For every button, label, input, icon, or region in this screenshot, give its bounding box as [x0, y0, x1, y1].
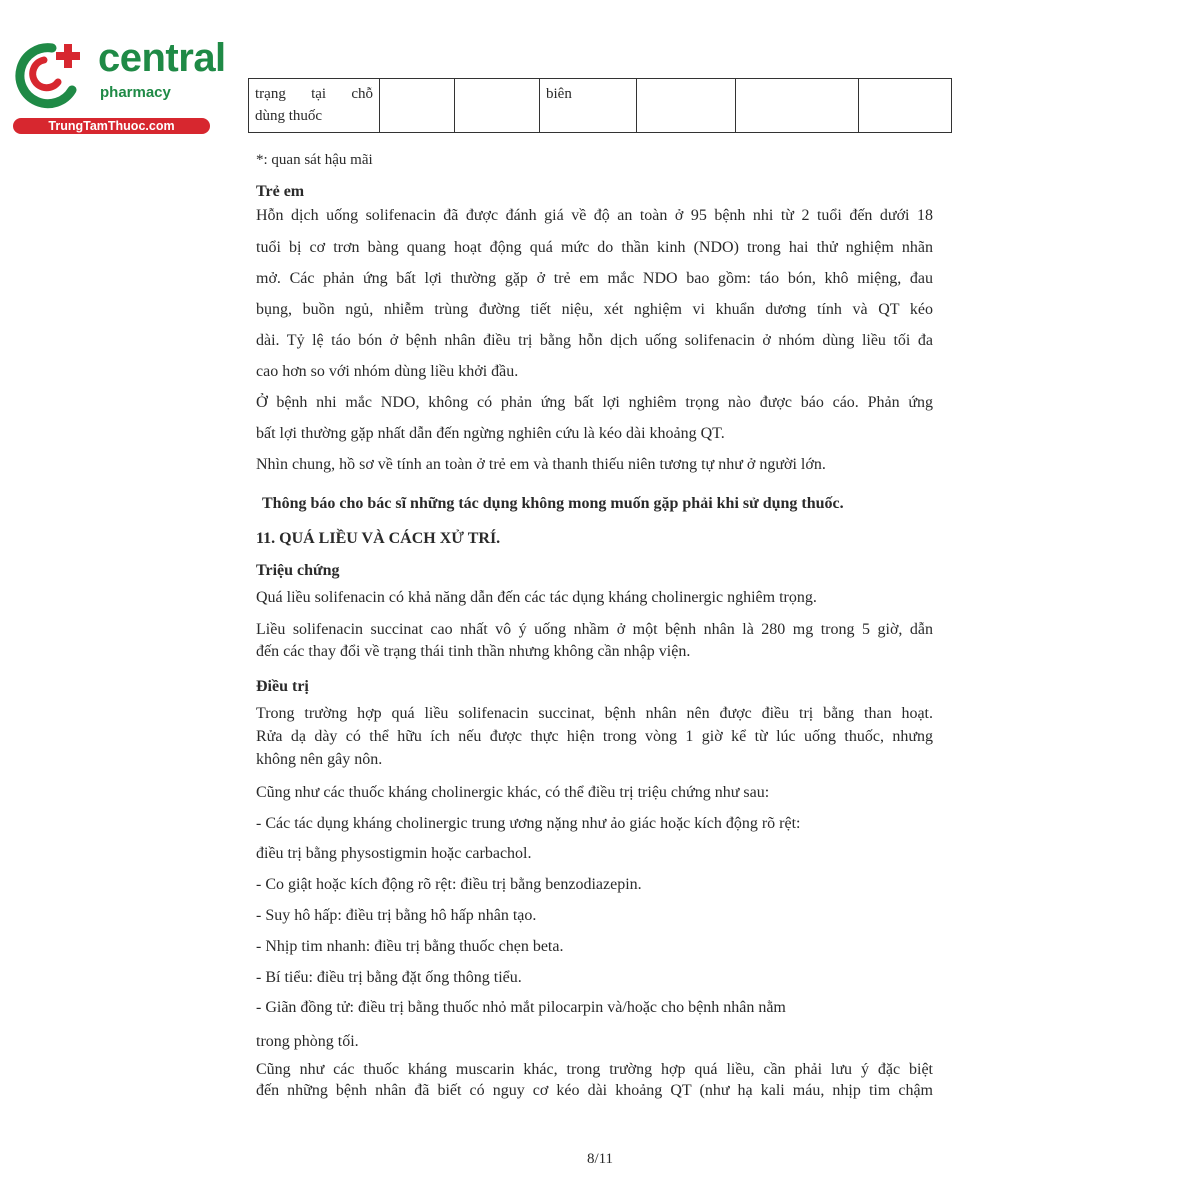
paragraph-line: tuổi bị cơ trơn bàng quang hoạt động quá mức do thần kinh (NDO) trong hai thử nghiệm nhãn: [256, 239, 933, 256]
paragraph-line: Liều solifenacin succinat cao nhất vô ý uống nhầm ở một bệnh nhân là 280 mg trong 5 giờ, dẫn: [256, 621, 933, 638]
logo-subtitle: pharmacy: [100, 84, 171, 101]
logo-banner: TrungTamThuoc.com: [13, 118, 210, 134]
list-item: trong phòng tối.: [256, 1033, 359, 1050]
children-heading: Trẻ em: [256, 183, 305, 200]
list-item: - Co giật hoặc kích động rõ rệt: điều trị bằng benzodiazepin.: [256, 876, 642, 893]
brand-logo: [10, 36, 226, 138]
table-cell: [859, 79, 952, 133]
symptoms-heading: Triệu chứng: [256, 562, 340, 579]
paragraph-line: bụng, buồn ngủ, nhiễm trùng đường tiết niệu, xét nghiệm vi khuẩn dương tính và QT kéo: [256, 301, 933, 318]
list-item: - Bí tiểu: điều trị bằng đặt ống thông tiểu.: [256, 969, 522, 986]
list-item: - Giãn đồng tử: điều trị bằng thuốc nhỏ mắt pilocarpin và/hoặc cho bệnh nhân nằm: [256, 999, 786, 1016]
table-cell: [637, 79, 736, 133]
paragraph-line: Quá liều solifenacin có khả năng dẫn đến các tác dụng kháng cholinergic nghiêm trọng.: [256, 589, 817, 606]
notice-text: Thông báo cho bác sĩ những tác dụng không mong muốn gặp phải khi sử dụng thuốc.: [262, 495, 844, 512]
table-cell-text: trạng tại chỗ: [255, 86, 373, 102]
paragraph-line: Cũng như các thuốc kháng muscarin khác, trong trường hợp quá liều, cần phải lưu ý đặc biệt: [256, 1061, 933, 1078]
list-item: - Nhịp tim nhanh: điều trị bằng thuốc chẹn beta.: [256, 938, 564, 955]
list-item: - Các tác dụng kháng cholinergic trung ương nặng như ảo giác hoặc kích động rõ rệt:: [256, 815, 801, 832]
paragraph-line: mở. Các phản ứng bất lợi thường gặp ở trẻ em mắc NDO bao gồm: táo bón, khô miệng, đau: [256, 270, 933, 287]
table-cell: [380, 79, 455, 133]
page-number: 8/11: [586, 1151, 614, 1167]
list-item: điều trị bằng physostigmin hoặc carbachol.: [256, 845, 532, 862]
table-cell: [455, 79, 540, 133]
paragraph-line: Cũng như các thuốc kháng cholinergic khác, có thể điều trị triệu chứng như sau:: [256, 784, 770, 801]
paragraph-line: đến những bệnh nhân đã biết có nguy cơ kéo dài khoảng QT (như hạ kali máu, nhịp tim chậm: [256, 1082, 933, 1099]
treatment-heading: Điều trị: [256, 678, 309, 695]
table-row: [249, 79, 952, 133]
section-title: 11. QUÁ LIỀU VÀ CÁCH XỬ TRÍ.: [256, 530, 501, 547]
list-item: - Suy hô hấp: điều trị bằng hô hấp nhân tạo.: [256, 907, 537, 924]
paragraph-line: cao hơn so với nhóm dùng liều khởi đầu.: [256, 363, 519, 380]
table-cell: [249, 79, 380, 133]
footnote: *: quan sát hậu mãi: [256, 152, 373, 168]
paragraph-line: Nhìn chung, hồ sơ về tính an toàn ở trẻ em và thanh thiếu niên tương tự như ở người lớn.: [256, 456, 826, 473]
paragraph-line: Ở bệnh nhi mắc NDO, không có phản ứng bất lợi nghiêm trọng nào được báo cáo. Phản ứng: [256, 394, 933, 411]
table-cell: [540, 79, 637, 133]
pharmacy-cross-icon: [10, 38, 90, 110]
adverse-reactions-table: [248, 78, 952, 133]
table-cell-text: dùng thuốc: [255, 108, 323, 124]
paragraph-line: Hỗn dịch uống solifenacin đã được đánh giá về độ an toàn ở 95 bệnh nhi từ 2 tuổi đến dưới 18: [256, 207, 933, 224]
paragraph-line: không nên gây nôn.: [256, 751, 383, 768]
paragraph-line: đến các thay đổi về trạng thái tinh thần nhưng không cần nhập viện.: [256, 643, 691, 660]
table-cell-text: biên: [546, 86, 572, 102]
paragraph-line: dài. Tỷ lệ táo bón ở bệnh nhân điều trị bằng hỗn dịch uống solifenacin ở nhóm dùng liều tối đa: [256, 332, 933, 349]
paragraph-line: bất lợi thường gặp nhất dẫn đến ngừng nghiên cứu là kéo dài khoảng QT.: [256, 425, 725, 442]
logo-name: central: [98, 36, 226, 80]
table-cell: [736, 79, 859, 133]
paragraph-line: Rửa dạ dày có thể hữu ích nếu được thực hiện trong vòng 1 giờ kể từ lúc uống thuốc, nhưng: [256, 728, 933, 745]
paragraph-line: Trong trường hợp quá liều solifenacin succinat, bệnh nhân nên được điều trị bằng than hoạt.: [256, 705, 933, 722]
